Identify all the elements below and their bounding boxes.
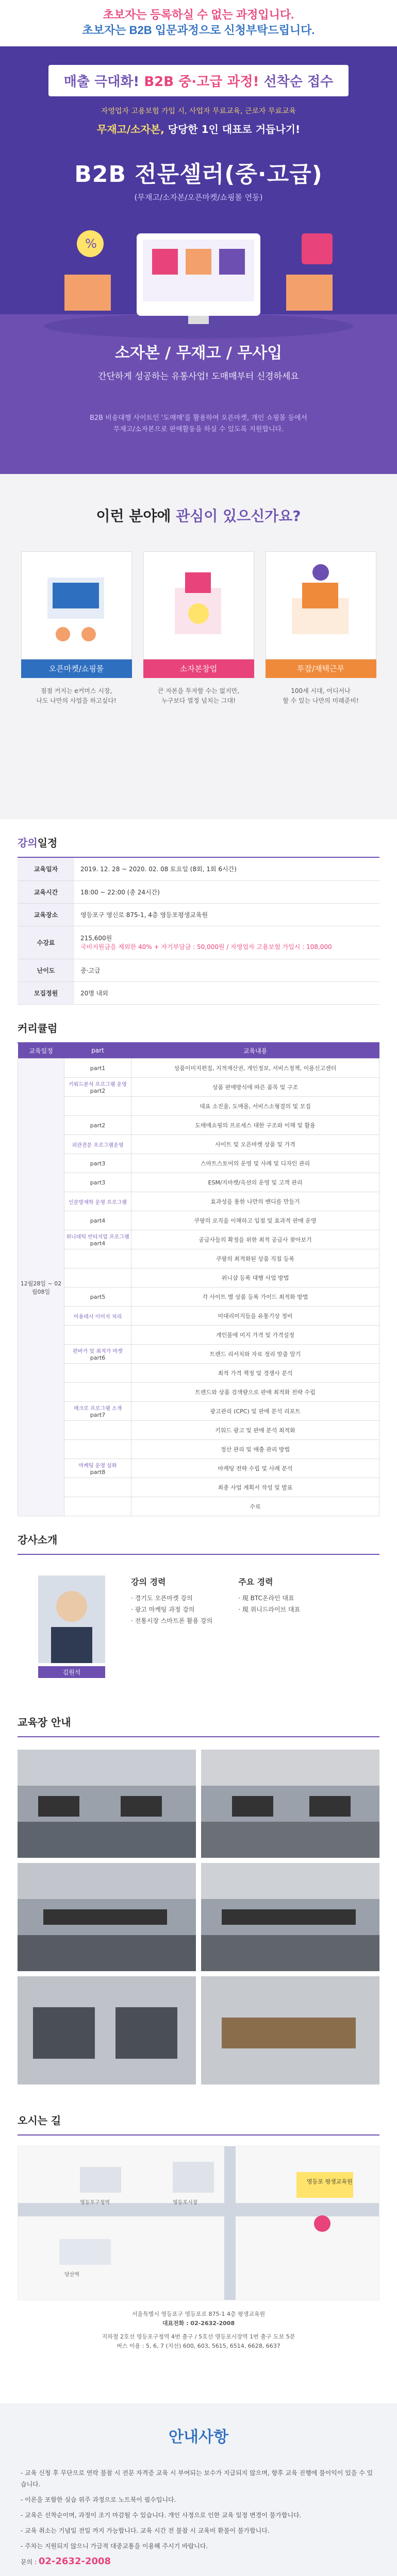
curriculum-section — [0, 1005, 397, 1517]
schedule-heading-pre: 강의 — [18, 837, 38, 849]
address: 서울특별시 영등포구 영등포로 875-1 4층 평생교육원 — [131, 2311, 266, 2317]
map-heading: 오시는 길 — [18, 2097, 379, 2136]
main-career-title: 주요 경력 — [238, 1577, 273, 1587]
schedule-table — [18, 858, 379, 1005]
curriculum-part: part3 — [64, 1173, 131, 1192]
interest-section — [0, 474, 397, 819]
table-row — [18, 1402, 379, 1421]
hero-top — [0, 46, 397, 314]
curriculum-group: 미용레시 이미지 처리 — [73, 1314, 122, 1320]
startup-illustration — [143, 551, 254, 659]
classroom-photo — [18, 1750, 196, 1858]
curriculum-table — [18, 1043, 379, 1517]
phone: 대표전화 : 02-2632-2008 — [162, 2320, 235, 2327]
row-value: 20명 내외 — [74, 981, 379, 1004]
table-row — [18, 1268, 379, 1287]
curriculum-content: 수료 — [131, 1497, 379, 1516]
curriculum-group: 인문방재학 운영 프로그램 — [69, 1199, 127, 1206]
curriculum-part — [64, 1307, 131, 1326]
curriculum-part — [64, 1345, 131, 1364]
table-row — [18, 1307, 379, 1326]
table-row — [18, 880, 379, 903]
list-item: - 교육은 선착순이며, 과정이 조기 마감될 수 있습니다. 개인 사정으로 인한 교육 일정 변경이 불가합니다. — [21, 2512, 302, 2519]
interest-title-pre: 이런 분야에 — [96, 507, 176, 524]
curriculum-part-label: part6 — [90, 1354, 106, 1361]
table-row — [18, 959, 379, 981]
curriculum-part — [64, 1440, 131, 1459]
schedule-heading-text: 일정 — [37, 837, 58, 849]
curriculum-content: 광고관리 (CPC) 및 판매 분석 리포트 — [131, 1402, 379, 1421]
card-text-startup-2: 누구보다 열정 넘치는 그대! — [161, 697, 236, 704]
table-row — [18, 1440, 379, 1459]
list-item: - 이론을 포함한 실습 위주 과정으로 노트북이 필수입니다. — [21, 2496, 176, 2503]
instructor-name: 김원석 — [38, 1666, 105, 1678]
map-section — [0, 2097, 397, 2136]
hero-tags-sub: 간단하게 성공하는 유통사업! 도매매부터 신경하세요 — [98, 371, 299, 382]
transit-info: 지하철 2호선 영등포구청역 4번 출구 / 5호선 영등포시장역 1번 출구 도보 5분 — [102, 2333, 295, 2340]
phone-label: 문의 : — [21, 2558, 39, 2566]
curriculum-content: 효과성을 통한 나만의 밴디를 만들기 — [131, 1192, 379, 1211]
curriculum-group: 외관전문 프로그램운영 — [72, 1142, 124, 1148]
row-key: 교육장소 — [18, 903, 74, 926]
table-row — [18, 1154, 379, 1173]
curriculum-content: ESM/지마켓/옥션의 운영 및 고객 관리 — [131, 1173, 379, 1192]
curriculum-group: 매크로 프로그램 소개 — [73, 1406, 122, 1412]
curriculum-part — [64, 1326, 131, 1345]
curriculum-date: 12월28일 ~ 02월08일 — [18, 1059, 64, 1516]
curriculum-content: 미대리미지들을 유통기상 정비 — [131, 1307, 379, 1326]
curriculum-content: 위니샵 등록 대행 사업 방법 — [131, 1268, 379, 1287]
table-header-row — [18, 1043, 379, 1059]
curriculum-part — [64, 1383, 131, 1402]
guide-phone: 02-2632-2008 — [38, 2556, 111, 2567]
table-row — [18, 1059, 379, 1078]
hero-illustration — [34, 213, 363, 347]
instructor-photo — [38, 1575, 105, 1663]
curriculum-content: 마케팅 전략 수립 및 사례 분석 — [131, 1459, 379, 1478]
curriculum-part — [64, 1478, 131, 1497]
svg-text:%: % — [85, 236, 97, 251]
curriculum-group: 위니데틱 빈티지업 프로그램 — [66, 1234, 129, 1240]
card-text-telework-1: 100세 시대, 어디서나 — [291, 687, 351, 694]
row-key: 교육일자 — [18, 858, 74, 880]
table-row — [18, 926, 379, 959]
guide-list — [21, 2467, 376, 2568]
table-row — [18, 1326, 379, 1345]
curriculum-group: 키워드분석 프로그램 운영 — [69, 1082, 127, 1088]
list-item: · 現 위니드라이브 대표 — [238, 1606, 301, 1613]
curriculum-content: 각 사이트 별 상품 등록 가이드 최적화 방법 — [131, 1287, 379, 1307]
list-item: - 교육 취소는 기념일 전일 까지 가능합니다. 교육 시간 전 불참 시 교육비 환불이 불가합니다. — [21, 2527, 270, 2534]
curriculum-content: 최종 사업 계획서 작성 및 발표 — [131, 1478, 379, 1497]
row-key: 교육시간 — [18, 880, 74, 903]
hero-section — [0, 46, 397, 474]
curriculum-part-label: part7 — [90, 1412, 106, 1418]
interest-title-highlight: 관심이 있으신가요? — [176, 507, 301, 524]
curriculum-part — [64, 1421, 131, 1440]
classroom-photo — [18, 1976, 196, 2084]
instructor-section — [0, 1516, 397, 1699]
telework-illustration — [266, 551, 376, 659]
curriculum-part: part5 — [64, 1287, 131, 1307]
location-map — [18, 2146, 379, 2300]
row-value-sub: 국비지원금을 제외한 40% + 자기부담금 : 50,000원 / 자영업자 고용보험 가입시 : 108,000 — [80, 943, 332, 951]
headline-mid: B2B 중·고급 과정! — [144, 74, 259, 90]
map-label-station: 영등포구청역 — [80, 2200, 110, 2206]
col-header: 교육내용 — [131, 1043, 379, 1059]
curriculum-part — [64, 1268, 131, 1287]
facility-section — [0, 1699, 397, 1737]
card-text-telework-2: 할 수 있는 나만의 미래준비! — [283, 697, 359, 704]
row-key: 수강료 — [18, 926, 74, 959]
curriculum-content: 쿠팡의 최적화된 상품 직접 등록 — [131, 1249, 379, 1268]
hero-title-sub: (무재고/소자본/오픈마켓/쇼핑몰 연동) — [134, 193, 263, 202]
bus-info: 버스 이용 : 5, 6, 7 (지선) 600, 603, 5615, 6514, 6628, 6637 — [117, 2343, 280, 2349]
card-label-startup: 소자본창업 — [143, 659, 254, 678]
curriculum-part — [64, 1249, 131, 1268]
guide-section — [0, 2403, 397, 2576]
ecommerce-illustration — [34, 213, 363, 347]
curriculum-part — [64, 1402, 131, 1421]
instructor-main-career — [238, 1575, 300, 1678]
hero-sub: 자영업자 고용보험 가입 시, 사업자 무료교육, 근로자 무료교육 — [101, 107, 296, 115]
table-row — [18, 1173, 379, 1192]
interest-card-telework — [266, 551, 376, 706]
hero-desc-2: 무재고/소자본으로 판매활동을 하실 수 있도록 지원합니다. — [113, 426, 284, 433]
table-row — [18, 1345, 379, 1364]
curriculum-content: 최적 가격 책정 및 경쟁사 분석 — [131, 1364, 379, 1383]
career-title: 강의 경력 — [131, 1577, 166, 1587]
curriculum-content: 대표 소진율, 도매몰, 서비스소형결의 및 모집 — [131, 1097, 379, 1116]
list-item: · 광고 마케팅 과정 강의 — [131, 1606, 195, 1613]
headline-post: 선착순 접수 — [259, 74, 334, 90]
instructor-heading: 강사소개 — [18, 1516, 379, 1555]
openmarket-illustration — [21, 551, 132, 659]
curriculum-part — [64, 1230, 131, 1249]
curriculum-content: 공급사들의 확정을 위한 최적 공급사 찾아보기 — [131, 1230, 379, 1249]
table-row — [18, 1211, 379, 1230]
table-row — [18, 1497, 379, 1516]
list-item: · 現 BTC온라인 대표 — [238, 1595, 294, 1602]
table-row — [18, 1116, 379, 1135]
curriculum-content: 개인몰에 미지 가격 및 가격설정 — [131, 1326, 379, 1345]
table-row — [18, 1135, 379, 1154]
row-key: 난이도 — [18, 959, 74, 981]
row-value: 18:00 ~ 22:00 (총 24시간) — [74, 880, 379, 903]
list-item: - 주차는 지원되지 않으니 가급적 대중교통을 이용해 주시기 바랍니다. — [21, 2543, 208, 2550]
curriculum-body — [18, 1059, 379, 1516]
map-label-dest: 영등포 평생교육원 — [307, 2178, 353, 2185]
row-value: 2019. 12. 28 ~ 2020. 02. 08 토요일 (8회, 1회 6시간) — [74, 858, 379, 880]
curriculum-content: 키워드 광고 및 판매 분석 최적화 — [131, 1421, 379, 1440]
sub2-pre: 무재고/소자본, — [96, 123, 168, 135]
curriculum-part-label: part4 — [90, 1240, 106, 1247]
curriculum-heading: 커리큘럼 — [18, 1005, 379, 1043]
curriculum-part: part1 — [64, 1059, 131, 1078]
curriculum-content: 트렌드 리서치와 자료 정리 맞춤 알기 — [131, 1345, 379, 1364]
curriculum-content: 사이트 및 오픈마켓 상품 및 가격 — [131, 1135, 379, 1154]
col-header: 교육일정 — [18, 1043, 64, 1059]
curriculum-part: part2 — [64, 1116, 131, 1135]
table-row — [18, 1287, 379, 1307]
table-row — [18, 1364, 379, 1383]
card-label-openmarket: 오픈마켓/쇼핑몰 — [21, 659, 132, 678]
hero-headline — [48, 65, 349, 96]
instructor-info — [18, 1555, 379, 1699]
curriculum-content: 트렌드와 상품 검색량으로 판매 최적화 전략 수립 — [131, 1383, 379, 1402]
table-row — [18, 858, 379, 880]
schedule-section — [0, 819, 397, 1005]
curriculum-content: 쿠팡의 로직을 이해하고 입점 및 효과적 판매 운영 — [131, 1211, 379, 1230]
list-item: - 교육 신청 후 무단으로 연락 불참 시 전문 자격증 교육 시 부여되는 보수가 지급되지 않으며, 향후 교육 진행에 불이익이 있을 수 있습니다. — [21, 2469, 373, 2488]
table-row — [18, 1078, 379, 1097]
guide-title: 안내사항 — [169, 2428, 228, 2446]
curriculum-part — [64, 1135, 131, 1154]
curriculum-part-label: part8 — [90, 1469, 106, 1476]
row-value: 중·고급 — [74, 959, 379, 981]
card-text-openmarket-1: 점점 커지는 e커머스 시장, — [40, 687, 112, 694]
row-value: 영등포구 영신로 875-1, 4층 영등포평생교육원 — [74, 903, 379, 926]
notice-banner — [0, 0, 397, 46]
table-row — [18, 1459, 379, 1478]
curriculum-part — [64, 1364, 131, 1383]
card-text-openmarket-2: 나도 나만의 사업을 하고싶다! — [36, 697, 117, 704]
schedule-heading — [18, 819, 379, 858]
instructor-career — [131, 1575, 212, 1678]
interest-cards — [0, 551, 397, 706]
notice-line-1: 초보자는 등록하실 수 없는 과정입니다. — [103, 8, 294, 21]
hero-sub2 — [0, 121, 397, 136]
curriculum-content: 도매매쇼핑의 프로세스 대한 구조와 이해 및 활용 — [131, 1116, 379, 1135]
interest-title — [0, 505, 397, 526]
table-row — [18, 1097, 379, 1116]
curriculum-part — [64, 1097, 131, 1116]
curriculum-group: 편바가 및 최적가 마켓 — [73, 1349, 123, 1354]
list-item: · 전통시장 스마트폰 활용 강의 — [131, 1617, 213, 1624]
curriculum-part — [64, 1497, 131, 1516]
classroom-photo — [201, 1976, 379, 2084]
curriculum-part-label: part2 — [90, 1088, 106, 1094]
curriculum-part — [64, 1192, 131, 1211]
curriculum-content: 스마트스토어의 운영 및 사례 및 디자인 관리 — [131, 1154, 379, 1173]
curriculum-content: 상품 판매방식에 따른 품목 및 구조 — [131, 1078, 379, 1097]
table-row — [18, 1230, 379, 1249]
curriculum-content: 상품이미지편집, 지적재산권, 개인정보, 서비스정책, 이용신고센터 — [131, 1059, 379, 1078]
guide-phone-line — [21, 2556, 376, 2568]
curriculum-group: 마케팅 운영 심화 — [78, 1463, 117, 1469]
map-label-2: 당산역 — [64, 2272, 79, 2278]
table-row — [18, 981, 379, 1004]
curriculum-part: part3 — [64, 1154, 131, 1173]
table-row — [18, 1421, 379, 1440]
curriculum-part — [64, 1078, 131, 1097]
card-text-startup-1: 큰 자본을 투자할 수는 없지만, — [157, 687, 240, 694]
curriculum-part — [64, 1459, 131, 1478]
interest-card-startup — [143, 551, 254, 706]
notice-line-2: 초보자는 B2B 입문과정으로 신청부탁드립니다. — [82, 24, 315, 37]
hero-tags: 소자본 / 무재고 / 무사입 — [114, 344, 283, 362]
row-value: 215,600원 — [80, 935, 112, 942]
instructor-photo-block — [38, 1575, 105, 1678]
headline-pre: 매출 극대화! — [63, 74, 144, 90]
table-row — [18, 903, 379, 926]
hero-desc-1: B2B 비송대행 사이트인 '도매매'를 활용하여 오픈마켓, 개인 쇼핑몰 등에서 — [89, 414, 308, 422]
map-block — [0, 2136, 397, 2403]
row-key: 모집정원 — [18, 981, 74, 1004]
curriculum-content: 정산 관리 및 매출 관리 방법 — [131, 1440, 379, 1459]
list-item: · 경기도 오픈마켓 강의 — [131, 1595, 193, 1602]
table-row — [18, 1249, 379, 1268]
classroom-photo — [201, 1863, 379, 1971]
sub2-post: 당당한 1인 대표로 거듭나기! — [168, 123, 301, 135]
card-label-telework: 투잡/재택근무 — [266, 659, 376, 678]
col-header: part — [64, 1043, 131, 1059]
facility-heading: 교육장 안내 — [18, 1699, 379, 1737]
facility-gallery — [0, 1737, 397, 2097]
table-row — [18, 1478, 379, 1497]
classroom-photo — [18, 1863, 196, 1971]
interest-card-openmarket — [21, 551, 132, 706]
table-row — [18, 1383, 379, 1402]
classroom-photo — [201, 1750, 379, 1858]
map-label-1: 영등포시장 — [173, 2200, 198, 2206]
hero-title: B2B 전문셀러(중·고급) — [74, 161, 323, 188]
table-row — [18, 1192, 379, 1211]
curriculum-part: part4 — [64, 1211, 131, 1230]
